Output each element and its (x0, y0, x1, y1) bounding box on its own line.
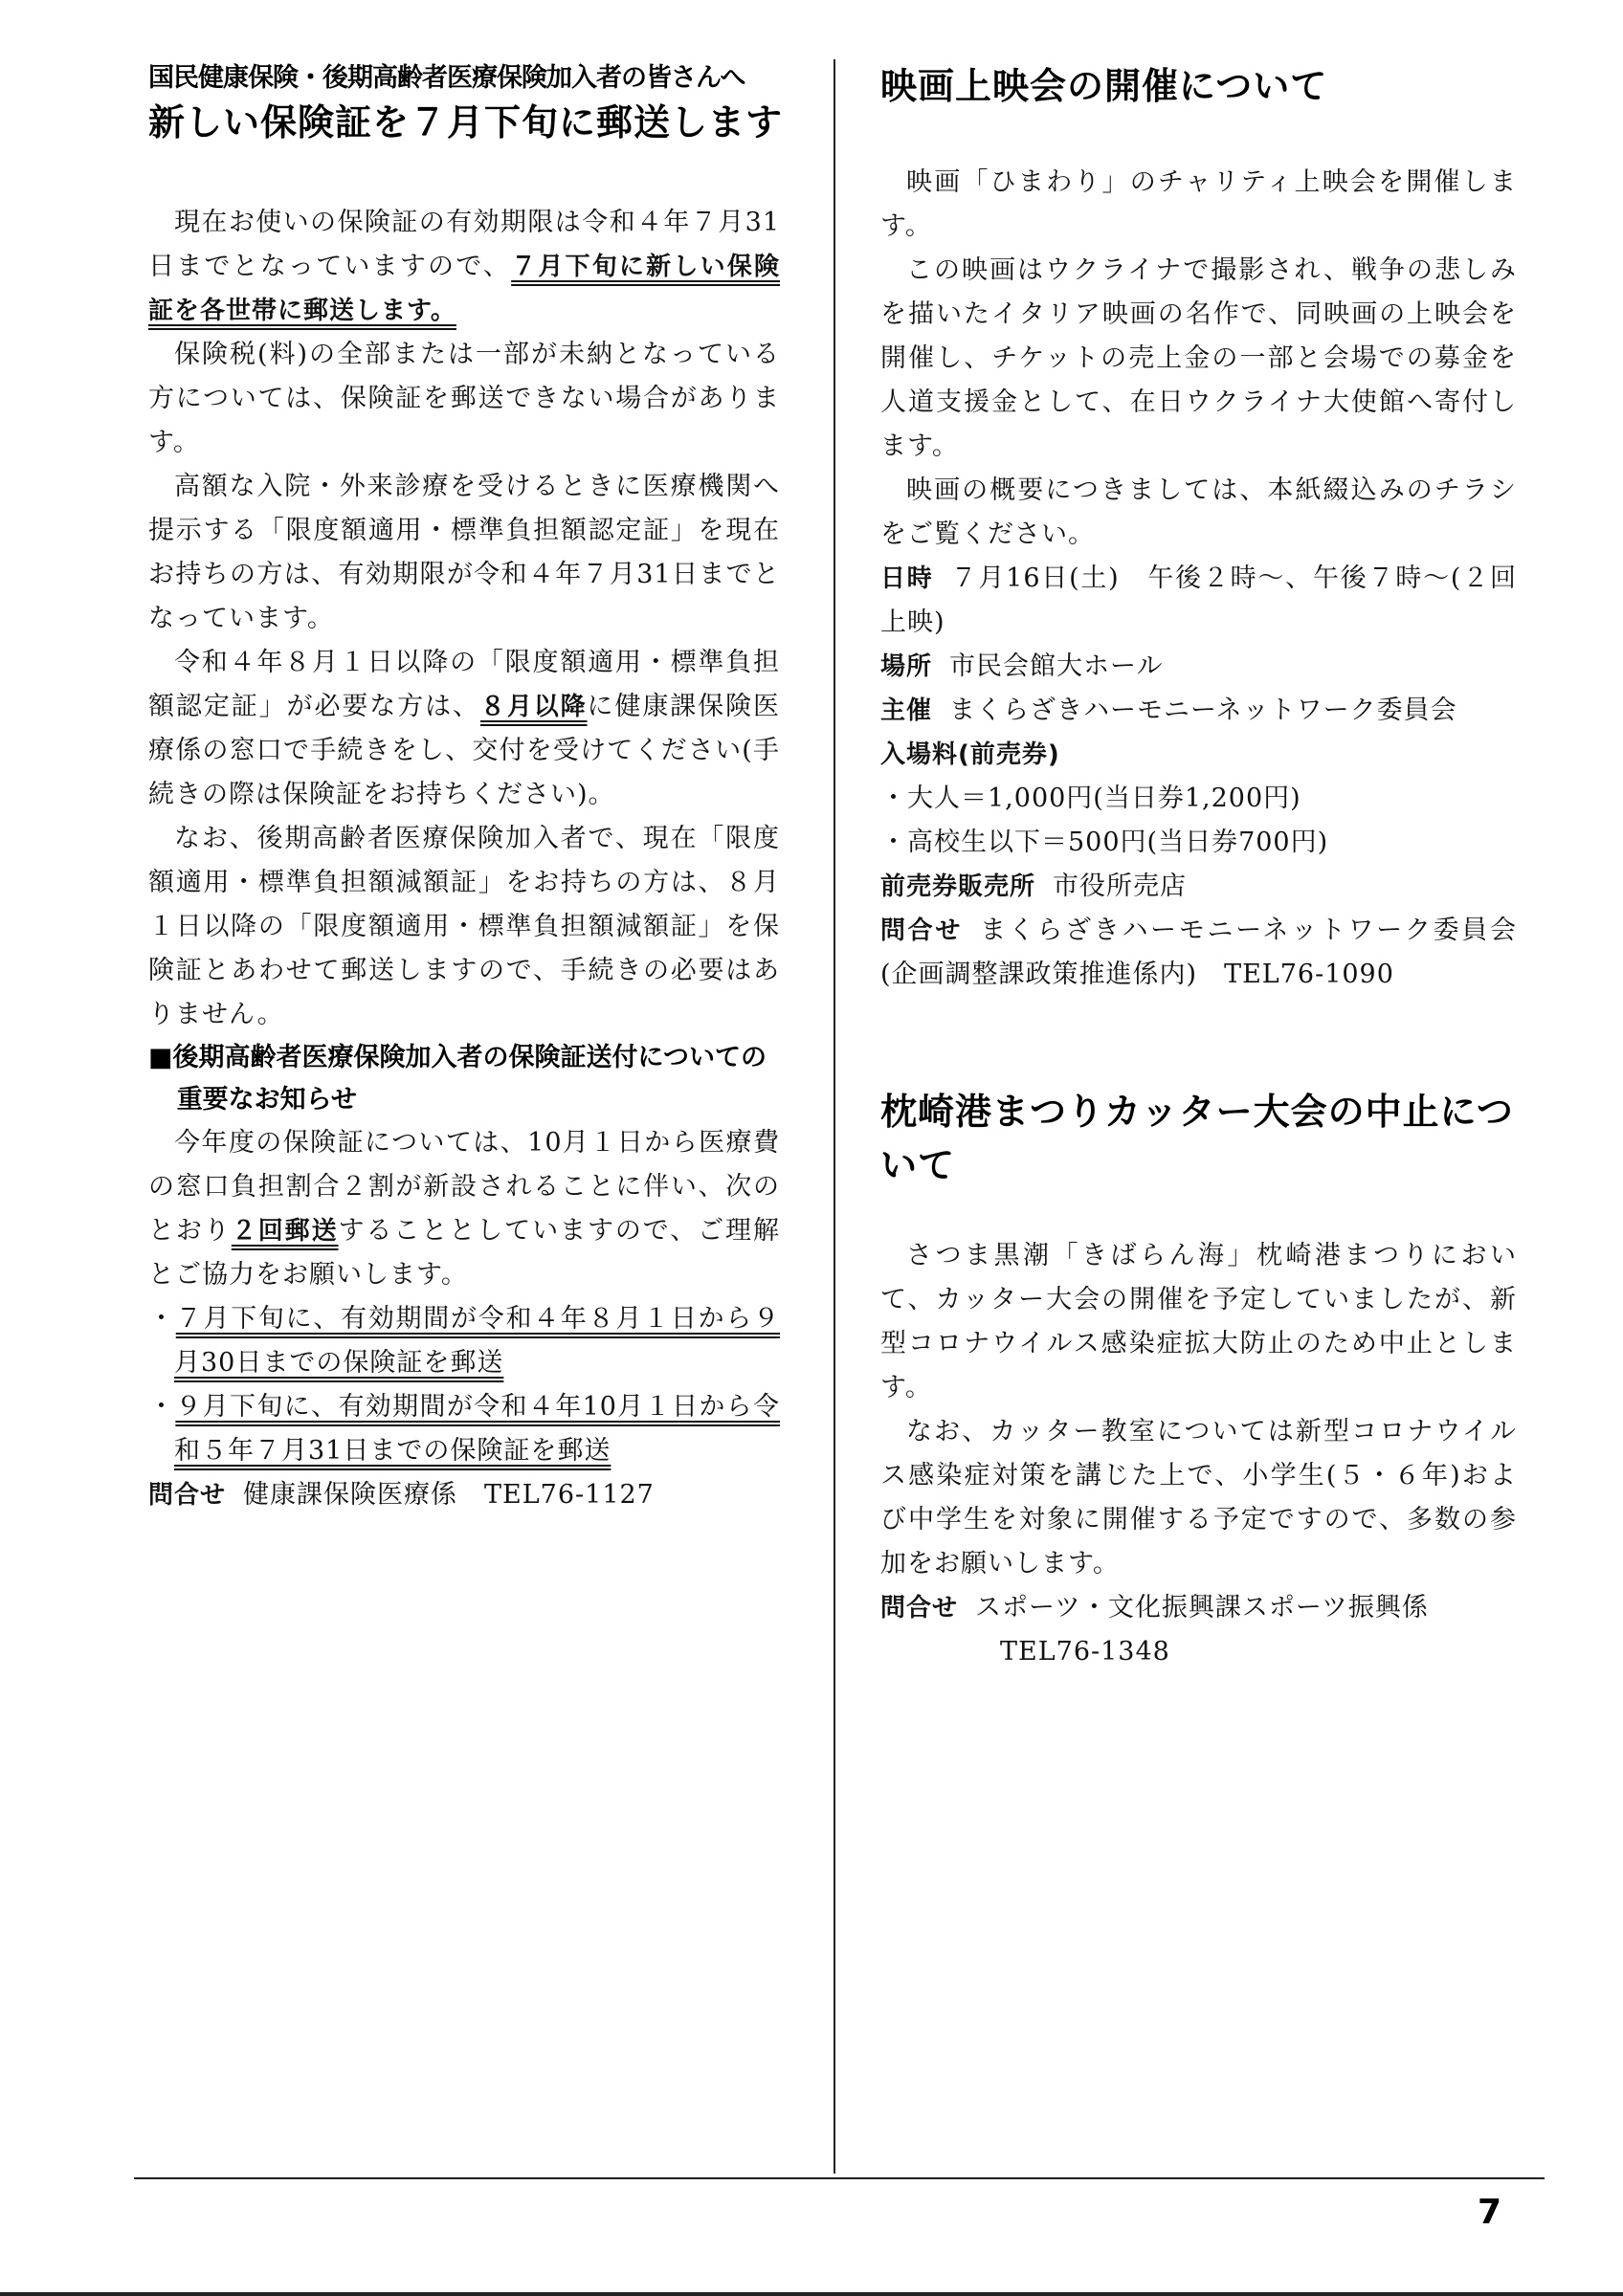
paragraph-1-text: 現在お使いの保険証の有効期限は令和４年７月31日までとなっていますので、 (148, 208, 780, 281)
bullet-item-2 (148, 1385, 780, 1473)
movie-sale (880, 865, 1517, 909)
paragraph-3: 高額な入院・外来診療を受けるときに医療機関へ提示する「限度額適用・標準負担額認定証」を現在お持ちの方は、有効期限が令和４年７月31日までとなっています。 (148, 472, 780, 633)
date-text: ７月16日(土) 午後２時～、午後７時～(２回上映) (880, 563, 1517, 637)
insurance-article (148, 59, 784, 1517)
movie-fee (880, 733, 1517, 777)
cutter-title: 枕崎港まつりカッター大会の中止について (880, 1091, 1514, 1186)
cutter-article (880, 1085, 1517, 1674)
host-label: 主催 (880, 696, 933, 725)
movie-title: 映画上映会の開催について (880, 65, 1328, 107)
cutter-contact-tel: TEL76-1348 (1000, 1637, 1170, 1667)
contact-line (148, 1473, 780, 1517)
fee-student: ・高校生以下＝500円(当日券700円) (880, 828, 1329, 857)
movie-date (880, 557, 1517, 645)
bullet-1-text: ７月下旬に、有効期間が令和４年８月１日から９月30日までの保険証を郵送 (174, 1304, 781, 1378)
paragraph-4 (148, 641, 780, 817)
contact-label: 問合せ (880, 916, 964, 945)
contact-label: 問合せ (148, 1481, 227, 1510)
place-text: 市民会館大ホール (949, 651, 1164, 681)
paragraph-1 (148, 201, 780, 333)
paragraph-6-emphasis: ２回郵送 (231, 1217, 339, 1246)
page-number: 7 (1478, 2193, 1502, 2232)
paragraph-4-emphasis: ８月以降 (479, 693, 588, 721)
contact-text: スポーツ・文化振興課スポーツ振興係 (975, 1593, 1429, 1623)
bullet-mark: ・ (148, 1304, 176, 1334)
sale-label: 前売券販売所 (880, 872, 1036, 901)
paragraph-4-text-a: 令和４年８月１日以降の「限度額適用・標準負担額認定証」が必要な方は、 (148, 648, 780, 721)
movie-article (880, 59, 1517, 997)
date-label: 日時 (880, 564, 934, 593)
paragraph-6-text-b: することとしていますので、ご理解とご協力をお願いします。 (148, 1216, 780, 1290)
right-column (880, 59, 1517, 1674)
cutter-paragraph-2: なお、カッター教室については新型コロナウイルス感染症対策を講じた上で、小学生(５・６年)および中学生を対象に開催する予定ですので、多数の参加をお願いします。 (880, 1417, 1517, 1578)
contact-text: まくらざきハーモニーネットワーク委員会(企画調整課政策推進係内) TEL76-1090 (880, 916, 1517, 989)
fee-label: 入場料(前売券) (880, 740, 1060, 769)
bullet-mark: ・ (148, 1392, 176, 1422)
article-headline: 新しい保険証を７月下旬に郵送します (148, 101, 784, 144)
bullet-item-1 (148, 1297, 780, 1385)
contact-text: 健康課保険医療係 TEL76-1127 (243, 1480, 655, 1510)
notice-subheading: ■後期高齢者医療保険加入者の保険証送付についての重要なお知らせ (148, 1043, 767, 1115)
movie-paragraph-2: この映画はウクライナで撮影され、戦争の悲しみを描いたイタリア映画の名作で、同映画の上映会を開催し、チケットの売上金の一部と会場での募金を人道支援金として、在日ウクライナ大使館へ寄付します。 (880, 255, 1517, 461)
movie-place (880, 645, 1517, 689)
paragraph-6 (148, 1121, 780, 1297)
movie-paragraph-3: 映画の概要につきましては、本紙綴込みのチラシをご覧ください。 (880, 475, 1517, 549)
column-divider (834, 59, 835, 2174)
page-bottom-edge (0, 2292, 1623, 2296)
movie-paragraph-1: 映画「ひまわり」のチャリティ上映会を開催します。 (880, 167, 1517, 241)
fee-adult: ・大人＝1,000円(当日券1,200円) (880, 784, 1301, 813)
movie-host (880, 689, 1517, 733)
host-text: まくらざきハーモニーネットワーク委員会 (949, 695, 1457, 725)
paragraph-2: 保険税(料)の全部または一部が未納となっている方については、保険証を郵送できない場合があります。 (148, 340, 780, 457)
paragraph-5: なお、後期高齢者医療保険加入者で、現在「限度額適用・標準負担額減額証」をお持ちの方は、８月１日以降の「限度額適用・標準負担額減額証」を保険証とあわせて郵送しますので、手続きの必要はありません。 (148, 824, 780, 1029)
sale-text: 市役所売店 (1053, 872, 1188, 901)
bullet-2-text: ９月下旬に、有効期間が令和４年10月１日から令和５年７月31日までの保険証を郵送 (174, 1392, 781, 1466)
contact-label: 問合せ (880, 1594, 959, 1623)
paragraph-1-emphasis: ７月下旬に新しい保険証を各世帯に郵送します。 (148, 253, 780, 325)
footer-rule (134, 2177, 1545, 2179)
article-kicker: 国民健康保険・後期高齢者医療保険加入者の皆さんへ (148, 63, 745, 93)
paragraph-6-text-a: 今年度の保険証については、10月１日から医療費の窓口負担割合２割が新設されることに伴い、次のとおり (148, 1128, 780, 1246)
paragraph-4-text-b: に健康課保険医療係の窓口で手続きをし、交付を受けてください(手続きの際は保険証をお持ちください)。 (148, 692, 780, 809)
place-label: 場所 (880, 652, 933, 681)
movie-contact (880, 909, 1517, 997)
cutter-contact (880, 1586, 1517, 1630)
cutter-paragraph-1: さつま黒潮「きばらん海」枕崎港まつりにおいて、カッター大会の開催を予定していましたが、新型コロナウイルス感染症拡大防止のため中止とします。 (880, 1241, 1517, 1402)
